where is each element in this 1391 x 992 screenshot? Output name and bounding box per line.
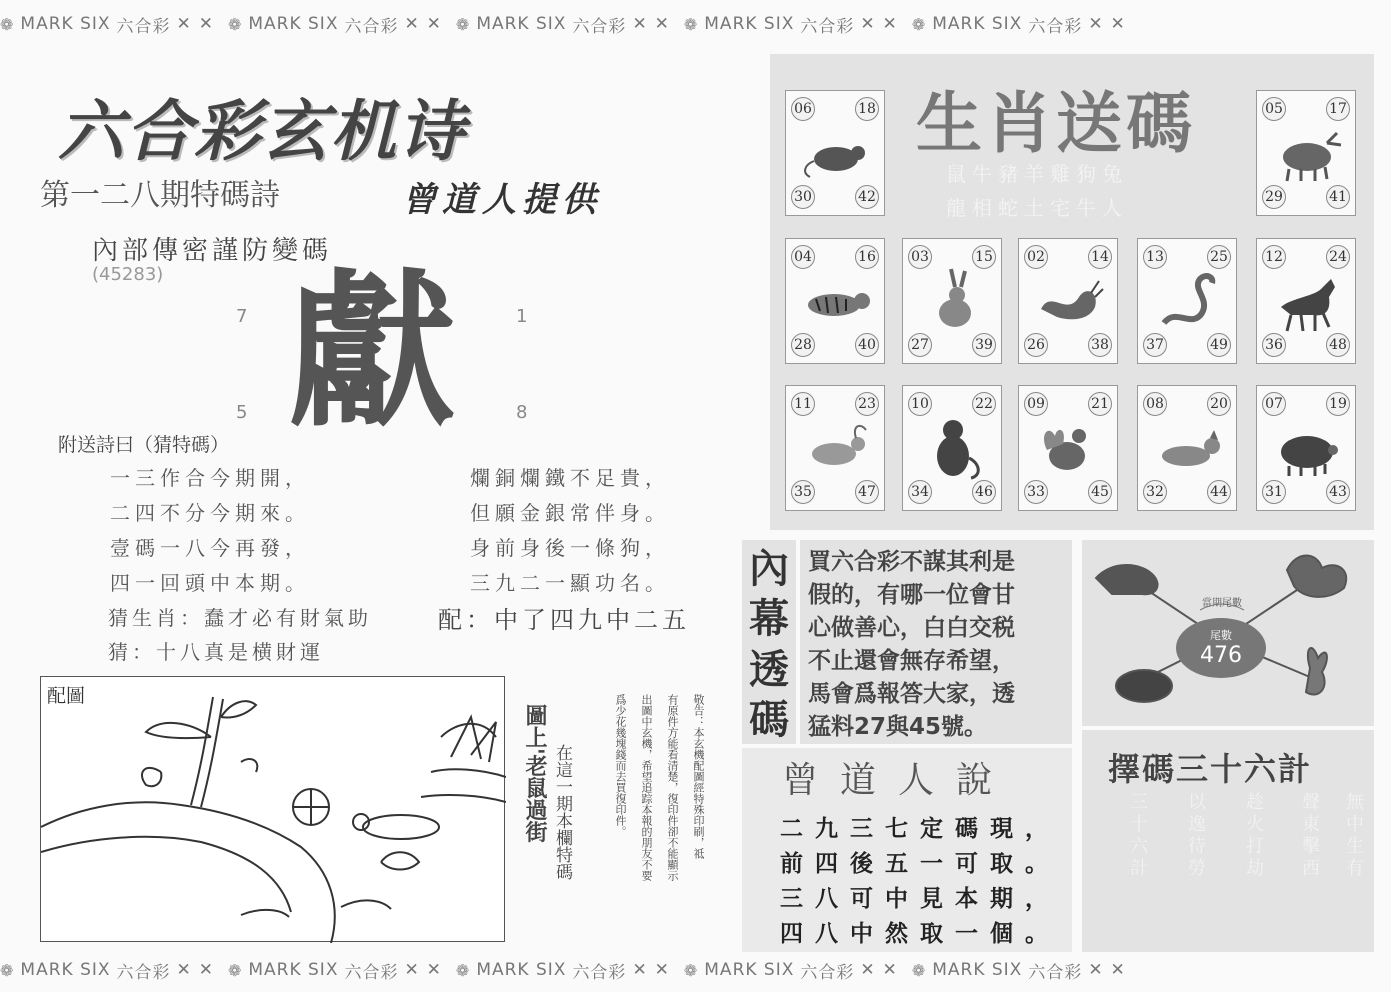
banner-unit [912, 958, 1126, 983]
banner-unit [456, 958, 670, 983]
bottom-banner [0, 952, 1391, 988]
rabbit-icon [917, 267, 989, 337]
zodiac-cell-rooster [1018, 385, 1118, 511]
zodiac-number: 11 [791, 392, 815, 416]
zodiac-number: 47 [855, 480, 879, 504]
zodiac-cell-horse [1256, 238, 1356, 364]
cross-icon: ✕ ✕ [404, 14, 442, 34]
banner-text: MARK SIX [704, 960, 795, 980]
snake-icon [1152, 267, 1224, 337]
inside-line: 猛料27與45號。 [808, 714, 988, 740]
zodiac-cell-dragon [1018, 238, 1118, 364]
dragon-icon [1033, 267, 1105, 337]
banner-text: 六合彩 [572, 962, 627, 983]
cross-icon: ✕ ✕ [860, 960, 898, 980]
issue-title: 第一二八期特碼詩 [40, 178, 280, 213]
picture-caption-main: 圖上'老鼠過街 [522, 704, 548, 843]
says-line: 前四後五一可取。 [780, 851, 1060, 877]
corner-number-bl: 5 [236, 402, 248, 423]
poem-left-line: 壹碼一八今再發， [110, 536, 310, 560]
banner-text: 六合彩 [1028, 16, 1083, 37]
poem-left-line: 一三作合今期開， [110, 466, 310, 490]
zodiac-number: 36 [1262, 333, 1286, 357]
banner-unit [912, 12, 1126, 37]
zodiac-number: 20 [1207, 392, 1231, 416]
zodiac-number: 23 [855, 392, 879, 416]
flower-icon: ❁ [0, 960, 15, 980]
zodiac-number: 21 [1088, 392, 1112, 416]
cross-icon: ✕ ✕ [176, 960, 214, 980]
flower-icon: ❁ [227, 14, 243, 34]
zodiac-number: 02 [1024, 245, 1048, 269]
banner-text: MARK SIX [476, 960, 567, 980]
banner-unit [684, 12, 898, 37]
zodiac-number: 13 [1143, 245, 1167, 269]
corner-number-tl: 7 [236, 306, 248, 327]
page-title: 六合彩玄机诗 [58, 93, 466, 170]
zodiac-number: 42 [855, 185, 879, 209]
poem-heading: 附送詩曰（猜特碼） [58, 434, 230, 456]
inside-line: 心做善心，白白交税 [808, 615, 1015, 641]
banner-text: MARK SIX [476, 14, 567, 34]
zodiac-number: 44 [1207, 480, 1231, 504]
zodiac-number: 27 [908, 333, 932, 357]
flower-icon: ❁ [683, 14, 699, 34]
zodiac-number: 22 [972, 392, 996, 416]
zodiac-number: 31 [1262, 480, 1286, 504]
zodiac-cell-pig [1256, 385, 1356, 511]
banner-text: MARK SIX [248, 960, 339, 980]
banner-text: MARK SIX [248, 14, 339, 34]
notice-line: 爲少花幾塊錢而去買復印件。 [614, 694, 627, 837]
inside-line: 買六合彩不謀其利是 [808, 549, 1015, 575]
poem-left-line: 四一回頭中本期。 [110, 571, 310, 595]
provider-credit: 曾道人提供 [402, 180, 602, 220]
zodiac-number: 46 [972, 480, 996, 504]
zodiac-number: 10 [908, 392, 932, 416]
zodiac-number: 48 [1326, 333, 1350, 357]
banner-text: 六合彩 [800, 962, 855, 983]
zodiac-number: 40 [855, 333, 879, 357]
secret-code: (45283) [92, 264, 164, 285]
banner-text: MARK SIX [20, 14, 111, 34]
banner-unit [0, 958, 214, 983]
cross-icon: ✕ ✕ [632, 14, 670, 34]
rooster-icon [1033, 414, 1105, 484]
zodiac-number: 28 [791, 333, 815, 357]
zodiac-title: 生肖送碼 [916, 85, 1196, 162]
pig-icon [1271, 414, 1343, 484]
notice-line: 有原件方能看清楚，復印件卻不能顯示 [666, 694, 679, 881]
zodiac-cell-snake [1137, 238, 1237, 364]
poem-left-line: 二四不分今期來。 [110, 501, 310, 525]
plan-ghost-col: 聲東擊西 [1299, 792, 1320, 880]
zodiac-number: 18 [855, 97, 879, 121]
tail-value: 476 [1200, 643, 1242, 668]
banner-text: MARK SIX [20, 960, 111, 980]
banner-text: MARK SIX [932, 960, 1023, 980]
inside-line: 馬會爲報答大家，透 [808, 681, 1015, 707]
notice-line: 敬告：本玄機配圖經特殊印刷，祗 [692, 694, 705, 859]
flower-icon: ❁ [0, 14, 15, 34]
zodiac-number: 26 [1024, 333, 1048, 357]
zodiac-cell-goat [785, 385, 885, 511]
tail-ring-text: 當期尾數 [1202, 598, 1242, 609]
picture-caption-sub: 在這一期本欄特碼 [552, 744, 572, 880]
riddle-illustration [41, 677, 506, 943]
corner-number-tr: 1 [516, 306, 528, 327]
zodiac-number: 12 [1262, 245, 1286, 269]
zodiac-number: 17 [1326, 97, 1350, 121]
plan-ghost-col: 無中生有 [1343, 792, 1364, 880]
banner-unit [456, 12, 670, 37]
banner-unit [0, 12, 214, 37]
zodiac-number: 43 [1326, 480, 1350, 504]
banner-text: 六合彩 [572, 16, 627, 37]
zodiac-cell-rabbit [902, 238, 1002, 364]
guess-number: 猜：十八真是横財運 [108, 640, 324, 664]
zodiac-ghost-line: 龍相蛇土宅牛人 [946, 196, 1128, 220]
cross-icon: ✕ ✕ [632, 960, 670, 980]
says-line: 二九三七定碼現， [780, 816, 1060, 842]
zodiac-number: 34 [908, 480, 932, 504]
inside-line: 不止還會無存希望， [808, 648, 1015, 674]
zodiac-number: 05 [1262, 97, 1286, 121]
zodiac-cell-tiger [785, 238, 885, 364]
goat-icon [800, 414, 872, 484]
riddle-picture [40, 676, 505, 942]
monkey-icon [917, 414, 989, 484]
zodiac-number: 29 [1262, 185, 1286, 209]
tiger-icon [800, 267, 872, 337]
zodiac-number: 38 [1088, 333, 1112, 357]
says-line: 三八可中見本期， [780, 886, 1060, 912]
zodiac-ghost-line: 鼠牛豬羊雞狗兔 [946, 162, 1128, 186]
rat-icon [800, 119, 872, 189]
poem-right-line: 三九二一顯功名。 [470, 571, 670, 595]
zodiac-number: 32 [1143, 480, 1167, 504]
notice-line: 出圖中玄機，希望追踪本報的朋友不要 [640, 694, 653, 881]
dog-icon [1152, 414, 1224, 484]
banner-unit [228, 12, 442, 37]
top-banner [0, 6, 1391, 42]
riddle-character: 獻 [288, 254, 456, 450]
flower-icon: ❁ [911, 14, 927, 34]
poem-right-line: 爛銅爛鐵不足貴， [470, 466, 670, 490]
banner-text: 六合彩 [344, 962, 399, 983]
cross-icon: ✕ ✕ [860, 14, 898, 34]
guess-zodiac: 猜生肖：蠢才必有財氣助 [108, 606, 372, 630]
flower-icon: ❁ [455, 960, 471, 980]
tail-label: 尾數 [1210, 629, 1232, 642]
zodiac-number: 06 [791, 97, 815, 121]
flower-icon: ❁ [683, 960, 699, 980]
banner-unit [228, 958, 442, 983]
zodiac-number: 07 [1262, 392, 1286, 416]
banner-text: 六合彩 [800, 16, 855, 37]
picture-label: 配圖 [47, 685, 86, 707]
corner-number-br: 8 [516, 402, 528, 423]
zodiac-number: 04 [791, 245, 815, 269]
poem-right-line: 但願金銀常伴身。 [470, 501, 670, 525]
cross-icon: ✕ ✕ [1088, 14, 1126, 34]
plan-title: 擇碼三十六計 [1108, 750, 1313, 788]
banner-text: 六合彩 [116, 962, 171, 983]
zodiac-number: 03 [908, 245, 932, 269]
says-line: 四八中然取一個。 [780, 921, 1060, 947]
zodiac-number: 24 [1326, 245, 1350, 269]
zodiac-number: 39 [972, 333, 996, 357]
inside-label: 內幕透碼 [742, 540, 796, 744]
zodiac-number: 33 [1024, 480, 1048, 504]
zodiac-number: 15 [972, 245, 996, 269]
says-title: 曾道人說 [782, 760, 1015, 801]
banner-text: 六合彩 [116, 16, 171, 37]
zodiac-cell-monkey [902, 385, 1002, 511]
flower-icon: ❁ [911, 960, 927, 980]
pair-line: 配：中了四九中二五 [438, 606, 690, 634]
banner-text: 六合彩 [344, 16, 399, 37]
banner-text: MARK SIX [704, 14, 795, 34]
banner-text: MARK SIX [932, 14, 1023, 34]
poem-right-line: 身前身後一條狗， [470, 536, 670, 560]
inside-line: 假的，有哪一位會甘 [808, 582, 1015, 608]
zodiac-number: 45 [1088, 480, 1112, 504]
zodiac-number: 08 [1143, 392, 1167, 416]
zodiac-number: 30 [791, 185, 815, 209]
zodiac-number: 25 [1207, 245, 1231, 269]
ox-icon [1271, 119, 1343, 189]
plan-ghost-col: 趁火打劫 [1243, 792, 1264, 880]
zodiac-number: 49 [1207, 333, 1231, 357]
zodiac-number: 37 [1143, 333, 1167, 357]
zodiac-cell-dog [1137, 385, 1237, 511]
banner-unit [684, 958, 898, 983]
plan-ghost-col: 以逸待勞 [1185, 792, 1206, 880]
flower-icon: ❁ [455, 14, 471, 34]
zodiac-number: 19 [1326, 392, 1350, 416]
inside-tips [800, 540, 1072, 744]
banner-text: 六合彩 [1028, 962, 1083, 983]
zodiac-number: 14 [1088, 245, 1112, 269]
zodiac-number: 16 [855, 245, 879, 269]
cross-icon: ✕ ✕ [176, 14, 214, 34]
cross-icon: ✕ ✕ [404, 960, 442, 980]
horse-icon [1271, 267, 1343, 337]
zodiac-number: 41 [1326, 185, 1350, 209]
secret-heading: 內部傳密謹防變碼 [92, 236, 333, 266]
zodiac-cell-rat [785, 90, 885, 216]
flower-icon: ❁ [227, 960, 243, 980]
zodiac-number: 09 [1024, 392, 1048, 416]
tail-number-badge [1176, 618, 1266, 678]
zodiac-cell-ox [1256, 90, 1356, 216]
zodiac-number: 35 [791, 480, 815, 504]
cross-icon: ✕ ✕ [1088, 960, 1126, 980]
plan-ghost-col: 三十六計 [1127, 792, 1148, 880]
